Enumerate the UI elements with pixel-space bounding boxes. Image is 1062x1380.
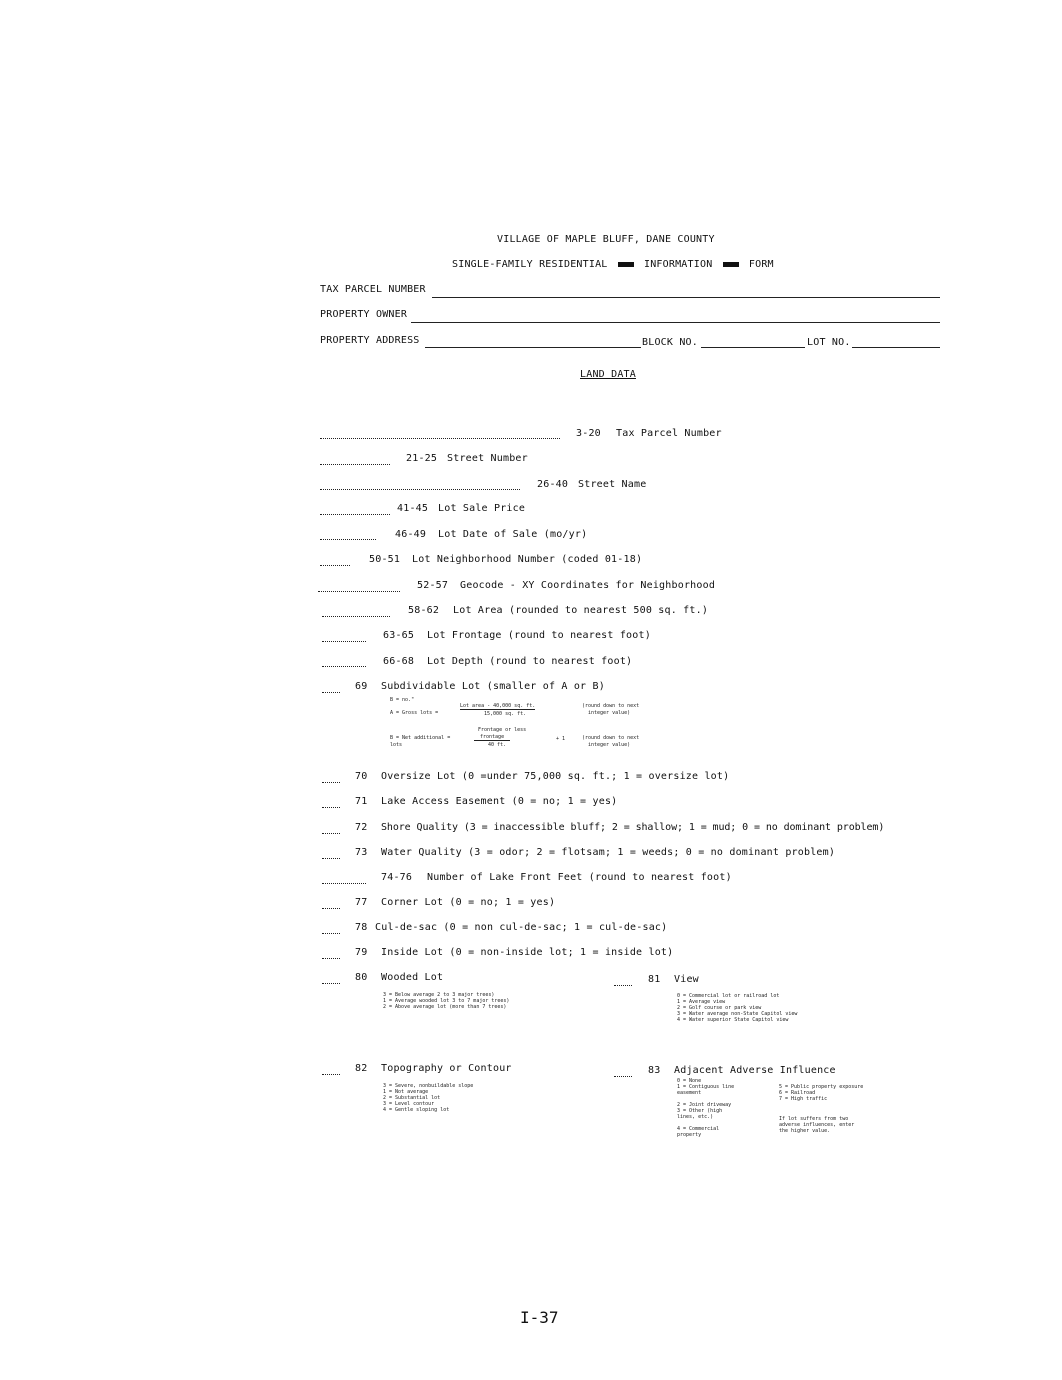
item-code: 58-62 — [408, 605, 440, 616]
adverse-option: 4 = Commercial — [677, 1126, 720, 1132]
formula-b-plus: + 1 — [556, 736, 566, 742]
item-code: 46-49 — [395, 529, 427, 540]
tax-parcel-line[interactable] — [432, 297, 940, 298]
owner-line[interactable] — [411, 322, 940, 323]
formula-b-label2: lots — [390, 742, 403, 748]
item-code: 79 — [355, 947, 368, 958]
entry-blank-77[interactable] — [322, 900, 340, 909]
address-label: PROPERTY ADDRESS — [320, 335, 420, 346]
formula-a-den: 15,000 sq. ft. — [484, 711, 527, 717]
entry-blank-21-25[interactable] — [320, 456, 390, 465]
title-part-c: FORM — [748, 259, 774, 270]
section-title: LAND DATA — [580, 369, 636, 380]
entry-blank-66-68[interactable] — [322, 658, 366, 667]
tax-parcel-label: TAX PARCEL NUMBER — [320, 284, 426, 295]
entry-blank-3-20[interactable] — [320, 430, 560, 439]
adverse-option: adverse influences, enter — [779, 1122, 855, 1128]
formula-a-label: A = Gross lots = — [390, 710, 439, 716]
item-code: 73 — [355, 847, 368, 858]
wooded-option: 1 = Average wooded lot 3 to 7 major trees) — [383, 998, 510, 1004]
item-code: 82 — [355, 1063, 368, 1074]
entry-blank-71[interactable] — [322, 799, 340, 808]
entry-blank-50-51[interactable] — [320, 557, 350, 566]
adverse-option: property — [677, 1132, 702, 1138]
item-code: 74-76 — [381, 872, 413, 883]
topo-option: 3 = Level contour — [383, 1101, 435, 1107]
item-label: Lot Frontage (round to nearest foot) — [427, 630, 651, 641]
adverse-option: 1 = Contiguous line — [677, 1084, 735, 1090]
item-label: Lot Depth (round to nearest foot) — [427, 656, 633, 667]
item-label: Water Quality (3 = odor; 2 = flotsam; 1 = weeds; 0 = no dominant problem) — [381, 847, 836, 858]
item-label: Oversize Lot (0 =under 75,000 sq. ft.; 1 = oversize lot) — [381, 771, 730, 782]
item-code: 52-57 — [417, 580, 449, 591]
view-option: 0 = Commercial lot or railroad lot — [677, 993, 780, 999]
topo-option: 3 = Severe, nonbuildable slope — [383, 1083, 474, 1089]
item-label: Lot Sale Price — [438, 503, 526, 514]
item-label: View — [674, 974, 699, 985]
block-line[interactable] — [701, 347, 805, 348]
item-label: Number of Lake Front Feet (round to nearest foot) — [427, 872, 732, 883]
lot-label: LOT NO. — [807, 337, 851, 348]
entry-blank-52-57[interactable] — [318, 583, 400, 592]
item-code: 70 — [355, 771, 368, 782]
entry-blank-81[interactable] — [614, 977, 632, 986]
item-code: 3-20 — [576, 428, 601, 439]
formula-b-note2: integer value) — [588, 742, 631, 748]
formula-b-top: Frontage or less — [478, 727, 527, 733]
item-label: Lot Area (rounded to nearest 500 sq. ft.) — [453, 605, 709, 616]
item-code: 72 — [355, 822, 368, 833]
title-part-b: INFORMATION — [643, 259, 713, 270]
entry-blank-73[interactable] — [322, 850, 340, 859]
formula-b-num: frontage — [474, 734, 510, 741]
item-label: Topography or Contour — [381, 1063, 512, 1074]
entry-blank-83[interactable] — [614, 1068, 632, 1077]
entry-blank-80[interactable] — [322, 975, 340, 984]
entry-blank-70[interactable] — [322, 774, 340, 783]
adverse-option: 3 = Other (high — [677, 1108, 723, 1114]
adverse-option: 5 = Public property exposure — [779, 1084, 864, 1090]
formula-b-label: B = Net additional = — [390, 735, 451, 741]
redaction-mark — [618, 262, 634, 267]
wooded-option: 2 = Above average lot (more than 7 trees) — [383, 1004, 507, 1010]
block-label: BLOCK NO. — [642, 337, 698, 348]
adverse-option: If lot suffers from two — [779, 1116, 849, 1122]
view-option: 1 = Average view — [677, 999, 726, 1005]
item-label: Shore Quality (3 = inaccessible bluff; 2 = shallow; 1 = mud; 0 = no dominant problem) — [381, 822, 885, 833]
entry-blank-63-65[interactable] — [322, 633, 366, 642]
item-label: Lot Date of Sale (mo/yr) — [438, 529, 588, 540]
item-label: Corner Lot (0 = no; 1 = yes) — [381, 897, 556, 908]
item-label: Inside Lot (0 = non-inside lot; 1 = inside lot) — [381, 947, 674, 958]
item-code: 63-65 — [383, 630, 415, 641]
address-line[interactable] — [425, 347, 641, 348]
item-code: 71 — [355, 796, 368, 807]
formula-b-den: 40 ft. — [488, 742, 507, 748]
item-label: Adjacent Adverse Influence — [674, 1065, 836, 1076]
item-code: 81 — [648, 974, 661, 985]
item-label: Street Number — [447, 453, 528, 464]
item-code: 66-68 — [383, 656, 415, 667]
item-code: 83 — [648, 1065, 661, 1076]
entry-blank-69[interactable] — [322, 684, 340, 693]
item-label: Street Name — [578, 479, 647, 490]
adverse-option: 2 = Joint driveway — [677, 1102, 732, 1108]
lot-line[interactable] — [852, 347, 940, 348]
form-title-line1: VILLAGE OF MAPLE BLUFF, DANE COUNTY — [497, 234, 715, 245]
wooded-option: 3 = Below average 2 to 3 major trees) — [383, 992, 495, 998]
entry-blank-26-40[interactable] — [320, 481, 520, 490]
topo-option: 4 = Gentle sloping lot — [383, 1107, 450, 1113]
entry-blank-74-76[interactable] — [322, 875, 366, 884]
item-code: 41-45 — [397, 503, 429, 514]
redaction-mark — [723, 262, 739, 267]
entry-blank-82[interactable] — [322, 1066, 340, 1075]
page-number: I-37 — [520, 1308, 559, 1327]
item-label: Lake Access Easement (0 = no; 1 = yes) — [381, 796, 618, 807]
adverse-option: 6 = Railroad — [779, 1090, 816, 1096]
item-code: 69 — [355, 681, 368, 692]
item-label: Subdividable Lot (smaller of A or B) — [381, 681, 605, 692]
adverse-option: 7 = High traffic — [779, 1096, 828, 1102]
formula-a-num: Lot area - 40,000 sq. ft. — [460, 703, 536, 709]
topo-option: 1 = Not average — [383, 1089, 429, 1095]
view-option: 2 = Golf course or park view — [677, 1005, 762, 1011]
item-code: 80 — [355, 972, 368, 983]
adverse-option: 0 = None — [677, 1078, 702, 1084]
adverse-option: lines, etc.) — [677, 1114, 714, 1120]
formula-a-note2: integer value) — [588, 710, 631, 716]
item-code: 26-40 — [537, 479, 569, 490]
entry-blank-46-49[interactable] — [320, 531, 376, 540]
entry-blank-78[interactable] — [322, 925, 340, 934]
owner-label: PROPERTY OWNER — [320, 309, 408, 320]
item-label: Wooded Lot — [381, 972, 444, 983]
entry-blank-79[interactable] — [322, 950, 340, 959]
topo-option: 2 = Substantial lot — [383, 1095, 441, 1101]
item-code: 21-25 — [406, 453, 438, 464]
adverse-option: the higher value. — [779, 1128, 831, 1134]
form-title-line2 — [452, 259, 774, 270]
item-code: 77 — [355, 897, 368, 908]
item-label: Lot Neighborhood Number (coded 01-18) — [412, 554, 643, 565]
view-option: 4 = Water superior State Capitol view — [677, 1017, 789, 1023]
view-option: 3 = Water average non-State Capitol view — [677, 1011, 798, 1017]
entry-blank-41-45[interactable] — [320, 506, 390, 515]
formula-a-note1: (round down to next — [582, 703, 640, 709]
formula-b-note1: (round down to next — [582, 735, 640, 741]
entry-blank-72[interactable] — [322, 825, 340, 834]
entry-blank-58-62[interactable] — [322, 608, 390, 617]
formula-b-eq: B = no." — [390, 697, 415, 703]
item-code: 78 — [355, 922, 368, 933]
title-part-a: SINGLE-FAMILY RESIDENTIAL — [452, 259, 608, 270]
adverse-option: easement — [677, 1090, 702, 1096]
item-code: 50-51 — [369, 554, 401, 565]
item-label: Tax Parcel Number — [616, 428, 722, 439]
item-label: Geocode - XY Coordinates for Neighborhood — [460, 580, 716, 591]
item-label: Cul-de-sac (0 = non cul-de-sac; 1 = cul-de-sac) — [375, 922, 668, 933]
